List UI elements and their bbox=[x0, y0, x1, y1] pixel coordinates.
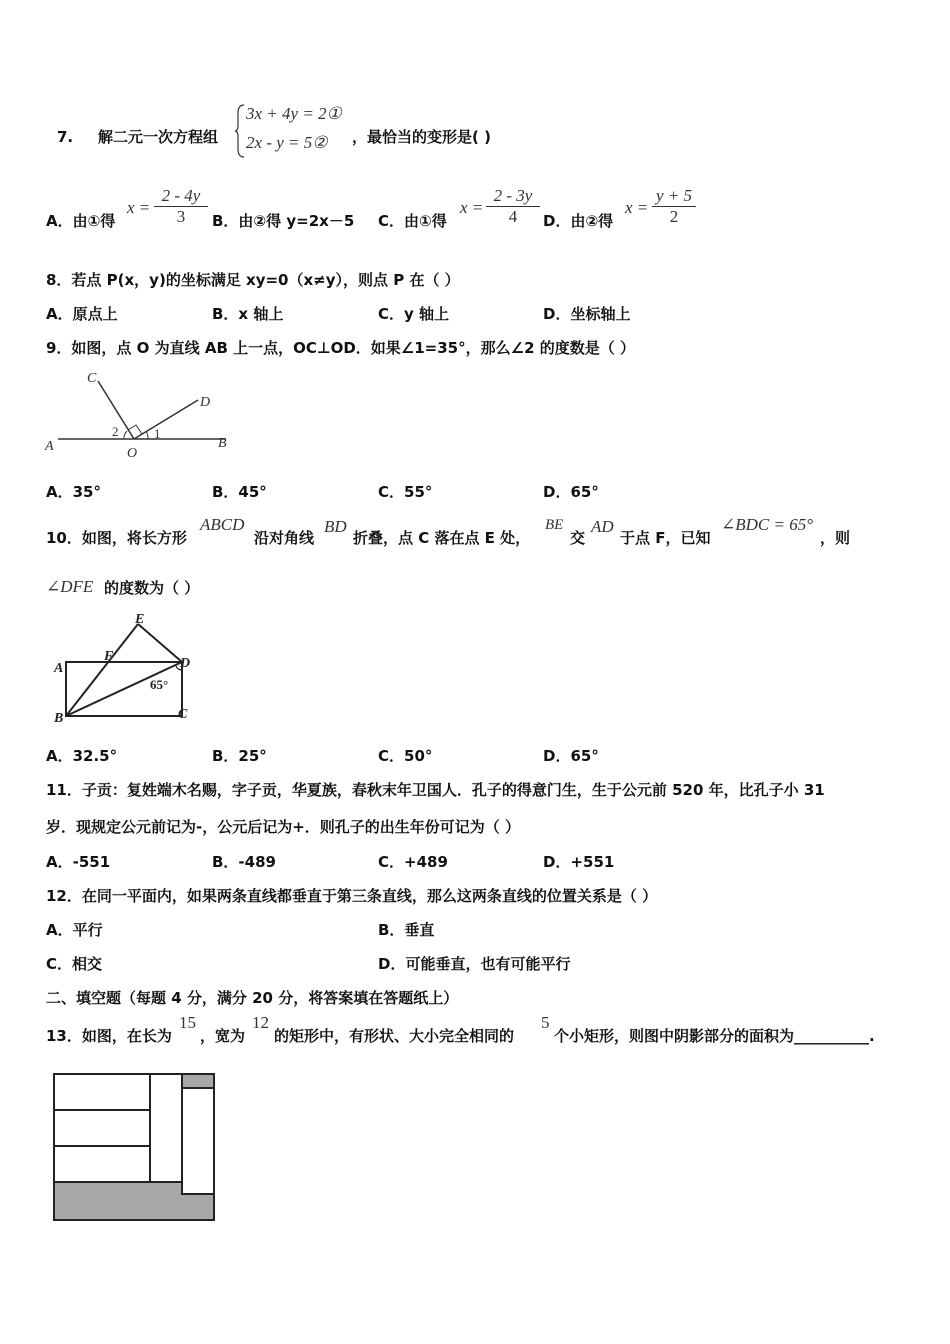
q10-text-1: 10．如图，将长方形 bbox=[46, 529, 187, 547]
q12-option-a: A．平行 bbox=[46, 921, 103, 939]
q7-option-c-numerator: 2 - 3y bbox=[486, 186, 540, 207]
q10-math-ad: AD bbox=[591, 517, 614, 536]
q7-equation-1: 3x + 4y = 2① bbox=[246, 104, 342, 123]
q9-option-a: A．35° bbox=[46, 483, 101, 501]
q13-number-5: 5 bbox=[541, 1013, 550, 1032]
q11-option-b: B．-489 bbox=[212, 853, 276, 871]
q10-label-e: E bbox=[135, 612, 145, 627]
q12-option-d: D．可能垂直，也有可能平行 bbox=[378, 955, 571, 973]
q7-number: 7. bbox=[57, 128, 74, 146]
q10-figure bbox=[50, 610, 210, 730]
q9-angle-2-arc bbox=[124, 431, 127, 439]
q9-label-b: B bbox=[218, 436, 227, 451]
q7-option-c-lhs: x = bbox=[460, 198, 484, 217]
q7-option-a-denominator: 3 bbox=[176, 207, 186, 226]
q10-text-3: 折叠，点 C 落在点 E 处， bbox=[353, 529, 531, 547]
q13-small-rect-4 bbox=[150, 1074, 182, 1182]
q13-text-4: 个小矩形，则图中阴影部分的面积为__________. bbox=[554, 1027, 875, 1045]
q10-math-angle-dfe: ∠DFE bbox=[46, 577, 94, 596]
q9-label-o: O bbox=[127, 446, 138, 461]
q10-option-d: D．65° bbox=[543, 747, 599, 765]
q9-angle-1-arc bbox=[146, 431, 148, 439]
q7-option-a-fraction bbox=[154, 186, 208, 227]
q7-option-c-denominator: 4 bbox=[508, 207, 518, 226]
q10-option-c: C．50° bbox=[378, 747, 433, 765]
q7-option-b: B．由②得 y=2x－5 bbox=[212, 212, 355, 230]
q7-equation-2: 2x - y = 5② bbox=[246, 133, 328, 152]
q10-segment-be bbox=[66, 624, 138, 716]
q10-option-a: A．32.5° bbox=[46, 747, 118, 765]
q8-option-b: B．x 轴上 bbox=[212, 305, 284, 323]
q10-text-4: 交 bbox=[570, 529, 586, 547]
q11-line-1: 11．子贡：复姓端木名赐，字子贡，华夏族，春秋末年卫国人．孔子的得意门生，生于公元前 520 年，比孔子小 31 bbox=[46, 781, 825, 799]
q11-option-a: A．-551 bbox=[46, 853, 111, 871]
q10-math-abcd: ABCD bbox=[200, 515, 245, 534]
q10-text-5: 于点 F，已知 bbox=[620, 529, 711, 547]
q10-option-b: B．25° bbox=[212, 747, 267, 765]
q9-label-c: C bbox=[87, 371, 97, 386]
q11-option-c: C．+489 bbox=[378, 853, 448, 871]
q10-math-angle-bdc: ∠BDC = 65° bbox=[721, 515, 814, 534]
q13-number-12: 12 bbox=[252, 1013, 269, 1032]
section-2-heading: 二、填空题（每题 4 分，满分 20 分，将答案填在答题纸上） bbox=[46, 989, 459, 1007]
q12-option-b: B．垂直 bbox=[378, 921, 435, 939]
q11-line-2: 岁．现规定公元前记为-，公元后记为+．则孔子的出生年份可记为（ ） bbox=[46, 818, 521, 836]
q7-option-c-fraction bbox=[486, 186, 540, 227]
q7-tail: ，最恰当的变形是( ) bbox=[352, 128, 491, 146]
q10-label-f: F bbox=[104, 649, 114, 664]
q7-option-d-fraction bbox=[652, 186, 696, 227]
q10-label-a: A bbox=[54, 661, 64, 676]
q10-label-d: D bbox=[180, 656, 191, 671]
q13-small-rect-2 bbox=[54, 1110, 150, 1146]
q10-math-bd: BD bbox=[324, 517, 347, 536]
q9-option-b: B．45° bbox=[212, 483, 267, 501]
q8-option-d: D．坐标轴上 bbox=[543, 305, 631, 323]
q8-stem: 8．若点 P(x，y)的坐标满足 xy=0（x≠y），则点 P 在（ ） bbox=[46, 271, 460, 289]
q13-small-rect-3 bbox=[54, 1146, 150, 1182]
q10-math-be: BE bbox=[545, 517, 564, 533]
q9-ray-od bbox=[134, 400, 198, 439]
q9-label-angle-1: 1 bbox=[154, 426, 161, 441]
q13-text-1: 13．如图，在长为 bbox=[46, 1027, 172, 1045]
q7-option-c-label: C．由①得 bbox=[378, 212, 447, 230]
q8-option-a: A．原点上 bbox=[46, 305, 118, 323]
q10-segment-ed bbox=[138, 624, 182, 662]
q9-label-angle-2: 2 bbox=[112, 424, 119, 439]
q7-option-d-lhs: x = bbox=[625, 198, 649, 217]
q7-option-a-lhs: x = bbox=[127, 198, 151, 217]
q12-stem: 12．在同一平面内，如果两条直线都垂直于第三条直线，那么这两条直线的位置关系是（ ） bbox=[46, 887, 658, 905]
q13-text-3: 的矩形中，有形状、大小完全相同的 bbox=[274, 1027, 515, 1045]
q10-text-6: ，则 bbox=[820, 529, 851, 547]
q10-label-c: C bbox=[178, 707, 188, 722]
q13-text-2: ，宽为 bbox=[200, 1027, 246, 1045]
q10-text-7: 的度数为（ ） bbox=[104, 579, 200, 597]
q9-option-d: D．65° bbox=[543, 483, 599, 501]
q7-stem: 解二元一次方程组 bbox=[98, 128, 219, 146]
q9-stem: 9．如图，点 O 为直线 AB 上一点，OC⊥OD．如果∠1=35°，那么∠2 的度数是（ ） bbox=[46, 339, 635, 357]
q10-label-angle: 65° bbox=[150, 677, 169, 692]
q9-label-d: D bbox=[200, 395, 211, 410]
q13-figure bbox=[50, 1070, 220, 1226]
q8-option-c: C．y 轴上 bbox=[378, 305, 450, 323]
q13-small-rect-5 bbox=[182, 1088, 214, 1194]
q11-option-d: D．+551 bbox=[543, 853, 615, 871]
q13-number-15: 15 bbox=[179, 1013, 196, 1032]
q7-option-d-label: D．由②得 bbox=[543, 212, 614, 230]
q7-option-a-label: A．由①得 bbox=[46, 212, 116, 230]
q7-brace bbox=[234, 103, 246, 159]
q7-option-a-numerator: 2 - 4y bbox=[154, 186, 208, 207]
q13-small-rect-1 bbox=[54, 1074, 150, 1110]
q10-label-b: B bbox=[54, 711, 64, 726]
q9-label-a: A bbox=[45, 439, 54, 454]
q7-option-d-numerator: y + 5 bbox=[652, 186, 696, 207]
q7-option-d-denominator: 2 bbox=[669, 207, 679, 226]
q9-option-c: C．55° bbox=[378, 483, 433, 501]
q10-text-2: 沿对角线 bbox=[254, 529, 315, 547]
q9-figure bbox=[40, 366, 240, 462]
q12-option-c: C．相交 bbox=[46, 955, 103, 973]
